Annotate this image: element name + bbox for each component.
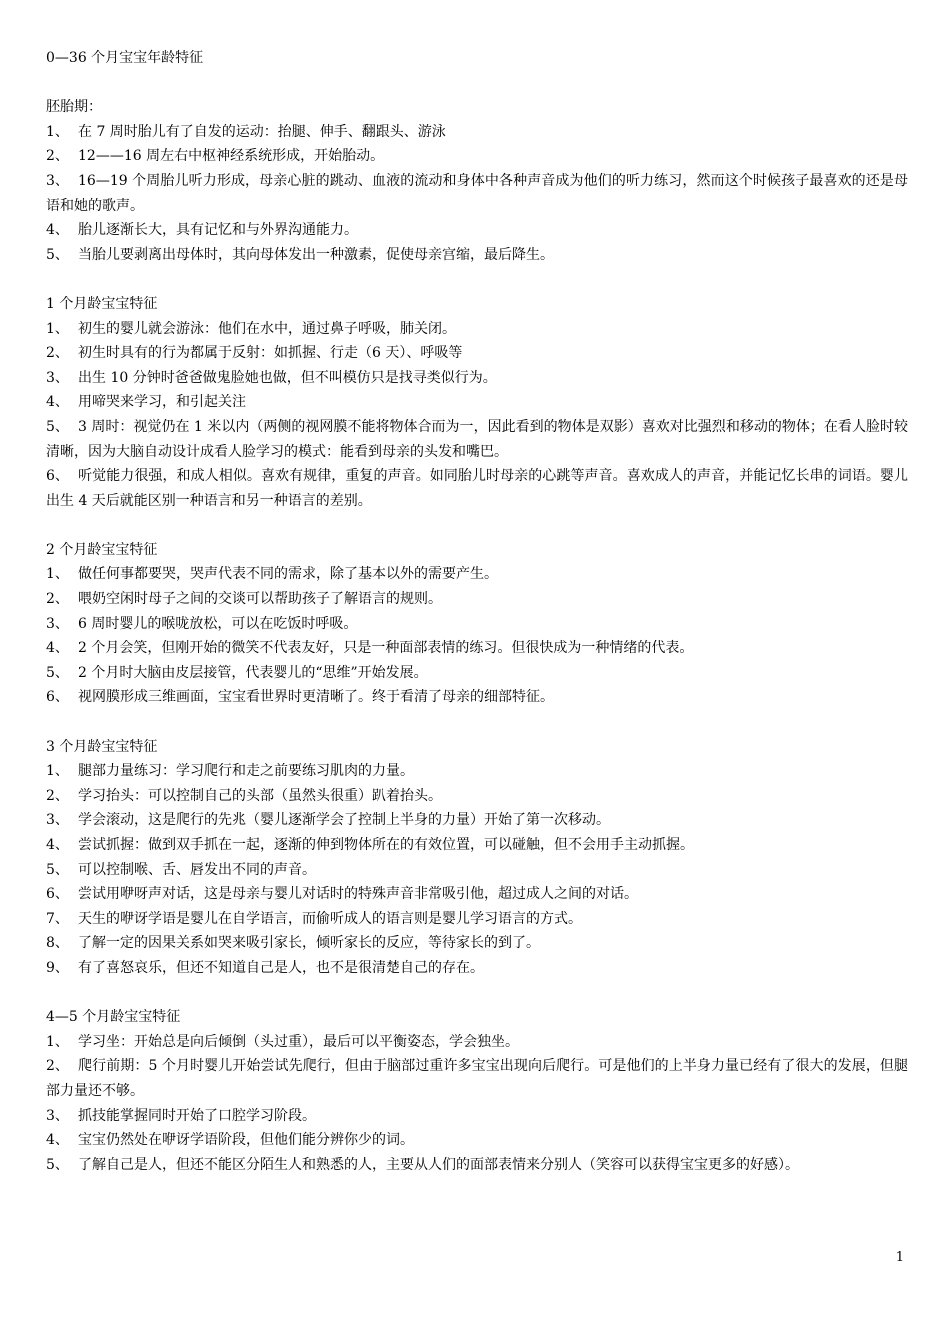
- list-item: 2、 爬行前期：5 个月时婴儿开始尝试先爬行，但由于脑部过重许多宝宝出现向后爬行。可是他们的上半身力量已经有了很大的发展，但腿部力量还不够。: [46, 1058, 908, 1099]
- section-month-4-5: [46, 1005, 908, 1177]
- section-month-2: [46, 538, 908, 710]
- section-embryo: [46, 95, 908, 267]
- list-item: 1、 学习坐：开始总是向后倾倒（头过重），最后可以平衡姿态，学会独坐。: [46, 1033, 519, 1050]
- list-item: 6、 视网膜形成三维画面，宝宝看世界时更清晰了。终于看清了母亲的细部特征。: [46, 689, 554, 706]
- list-item: 3、 抓技能掌握同时开始了口腔学习阶段。: [46, 1107, 316, 1124]
- list-item: 2、 喂奶空闲时母子之间的交谈可以帮助孩子了解语言的规则。: [46, 591, 442, 608]
- list-item: 6、 尝试用咿呀声对话，这是母亲与婴儿对话时的特殊声音非常吸引他，超过成人之间的对话。: [46, 886, 638, 903]
- list-item: 5、 3 周时：视觉仍在 1 米以内（两侧的视网膜不能将物体合而为一，因此看到的物体是双影）喜欢对比强烈和移动的物体；在看人脸时较清晰，因为大脑自动设计成看人脸学习的模式：能看到母亲的头发和嘴巴。: [46, 418, 908, 460]
- list-item: 2、 学习抬头：可以控制自己的头部（虽然头很重）趴着抬头。: [46, 787, 442, 804]
- list-item: 3、 出生 10 分钟时爸爸做鬼脸她也做，但不叫模仿只是找寻类似行为。: [46, 369, 497, 386]
- section-month-3: [46, 735, 908, 981]
- section-title: 胚胎期：: [46, 99, 102, 116]
- section-title: 3 个月龄宝宝特征: [46, 738, 158, 755]
- list-item: 4、 胎儿逐渐长大，具有记忆和与外界沟通能力。: [46, 222, 358, 239]
- list-item: 4、 用啼哭来学习，和引起关注: [46, 394, 246, 411]
- list-item: 3、 6 周时婴儿的喉咙放松，可以在吃饭时呼吸。: [46, 615, 358, 632]
- list-item: 8、 了解一定的因果关系如哭来吸引家长，倾听家长的反应，等待家长的到了。: [46, 935, 540, 952]
- list-item: 1、 在 7 周时胎儿有了自发的运动：抬腿、伸手、翻跟头、游泳: [46, 123, 446, 140]
- list-item: 5、 可以控制喉、舌、唇发出不同的声音。: [46, 861, 316, 878]
- section-month-1: [46, 292, 908, 513]
- list-item: 4、 2 个月会笑，但刚开始的微笑不代表友好，只是一种面部表情的练习。但很快成为一种情绪的代表。: [46, 640, 694, 657]
- list-item: 2、 12——16 周左右中枢神经系统形成，开始胎动。: [46, 148, 385, 165]
- list-item: 7、 天生的咿讶学语是婴儿在自学语言，而偷听成人的语言则是婴儿学习语言的方式。: [46, 910, 582, 927]
- list-item: 1、 初生的婴儿就会游泳：他们在水中，通过鼻子呼吸，肺关闭。: [46, 320, 456, 337]
- list-item: 6、 听觉能力很强，和成人相似。喜欢有规律，重复的声音。如同胎儿时母亲的心跳等声音。喜欢成人的声音，并能记忆长串的词语。婴儿出生 4 天后就能区别一种语言和另一种语言的差别。: [46, 468, 908, 509]
- list-item: 4、 宝宝仍然处在咿讶学语阶段，但他们能分辨你少的词。: [46, 1132, 414, 1149]
- list-item: 2、 初生时具有的行为都属于反射：如抓握、行走（6 天）、呼吸等: [46, 345, 463, 362]
- list-item: 1、 腿部力量练习：学习爬行和走之前要练习肌肉的力量。: [46, 763, 414, 780]
- list-item: 1、 做任何事都要哭，哭声代表不同的需求，除了基本以外的需要产生。: [46, 566, 498, 583]
- list-item: 4、 尝试抓握：做到双手抓在一起，逐渐的伸到物体所在的有效位置，可以碰触，但不会用手主动抓握。: [46, 837, 694, 853]
- document-page: [46, 46, 908, 1177]
- page-number: 1: [895, 1250, 904, 1265]
- list-item: 5、 2 个月时大脑由皮层接管，代表婴儿的“思维”开始发展。: [46, 664, 428, 681]
- document-title: 0—36 个月宝宝年龄特征: [46, 50, 204, 66]
- list-item: 5、 了解自己是人，但还不能区分陌生人和熟悉的人，主要从人们的面部表情来分别人（笑容可以获得宝宝更多的好感）。: [46, 1156, 799, 1173]
- section-title: 4—5 个月龄宝宝特征: [46, 1009, 181, 1026]
- section-title: 1 个月龄宝宝特征: [46, 295, 158, 312]
- list-item: 3、 16—19 个周胎儿听力形成，母亲心脏的跳动、血液的流动和身体中各种声音成为他们的听力练习，然而这个时候孩子最喜欢的还是母语和她的歌声。: [46, 172, 908, 214]
- list-item: 5、 当胎儿要剥离出母体时，其向母体发出一种激素，促使母亲宫缩，最后降生。: [46, 246, 554, 263]
- list-item: 9、 有了喜怒哀乐，但还不知道自己是人，也不是很清楚自己的存在。: [46, 959, 484, 976]
- list-item: 3、 学会滚动，这是爬行的先兆（婴儿逐渐学会了控制上半身的力量）开始了第一次移动。: [46, 812, 610, 829]
- section-title: 2 个月龄宝宝特征: [46, 541, 158, 558]
